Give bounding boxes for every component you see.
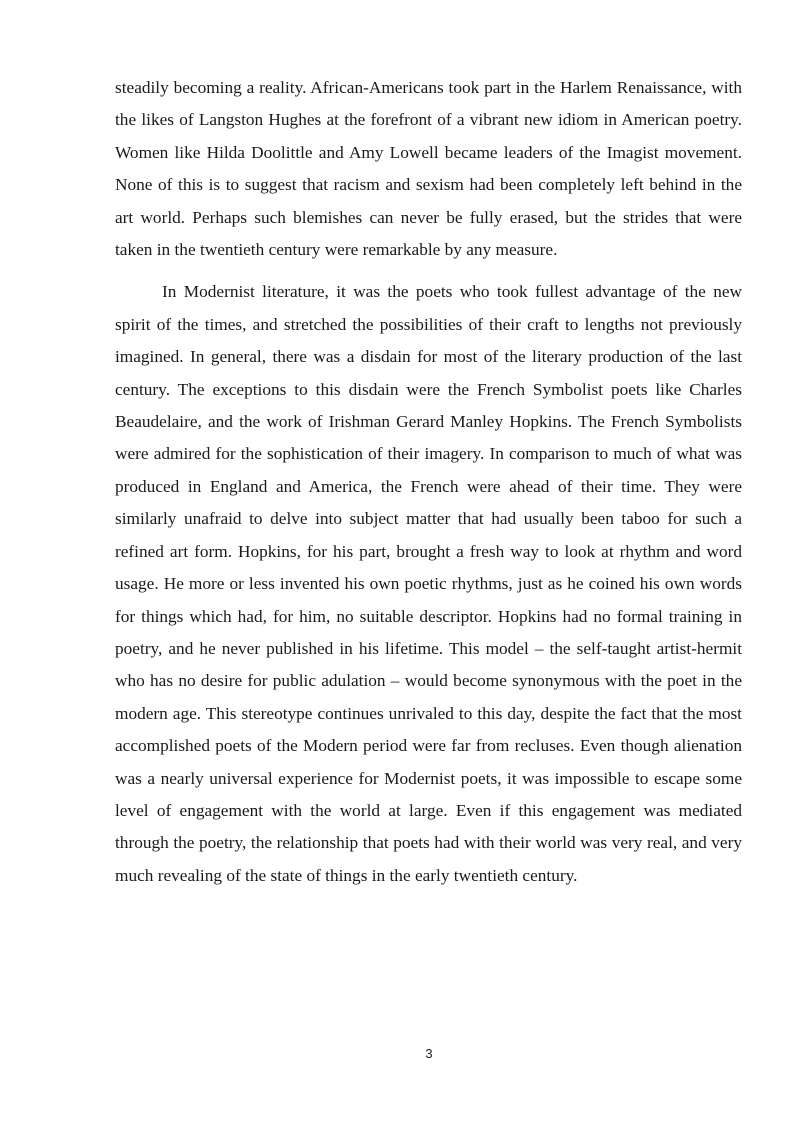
document-page (115, 72, 742, 892)
paragraph-modernist-poets: In Modernist literature, it was the poets who took fullest advantage of the new spirit of the times, and stretched the possibilities of their craft to lengths not previously imagined. In general, there was a disdain for most of the literary production of the last century. The exceptions to this disdain were the French Symbolist poets like Charles Beaudelaire, and the work of Irishman Gerard Manley Hopkins. The French Symbolists were admired for the sophistication of their imagery. In comparison to much of what was produced in England and America, the French were ahead of their time. They were similarly unafraid to delve into subject matter that had usually been taboo for such a refined art form. Hopkins, for his part, brought a fresh way to look at rhythm and word usage. He more or less invented his own poetic rhythms, just as he coined his own words for things which had, for him, no suitable descriptor. Hopkins had no formal training in poetry, and he never published in his lifetime. This model – the self-taught artist-hermit who has no desire for public adulation – would become synonymous with the poet in the modern age. This stereotype continues unrivaled to this day, despite the fact that the most accomplished poets of the Modern period were far from recluses. Even though alienation was a nearly universal experience for Modernist poets, it was impossible to escape some level of engagement with the world at large. Even if this engagement was mediated through the poetry, the relationship that poets had with their world was very real, and very much revealing of the state of things in the early twentieth century. (115, 282, 742, 885)
page-number: 3 (425, 1046, 433, 1061)
paragraph-continuation: steadily becoming a reality. African-Americans took part in the Harlem Renaissance, with the likes of Langston Hughes at the forefront of a vibrant new idiom in American poetry. Women like Hilda Doolittle and Amy Lowell became leaders of the Imagist movement. None of this is to suggest that racism and sexism had been completely left behind in the art world. Perhaps such blemishes can never be fully erased, but the strides that were taken in the twentieth century were remarkable by any measure. (115, 78, 742, 260)
